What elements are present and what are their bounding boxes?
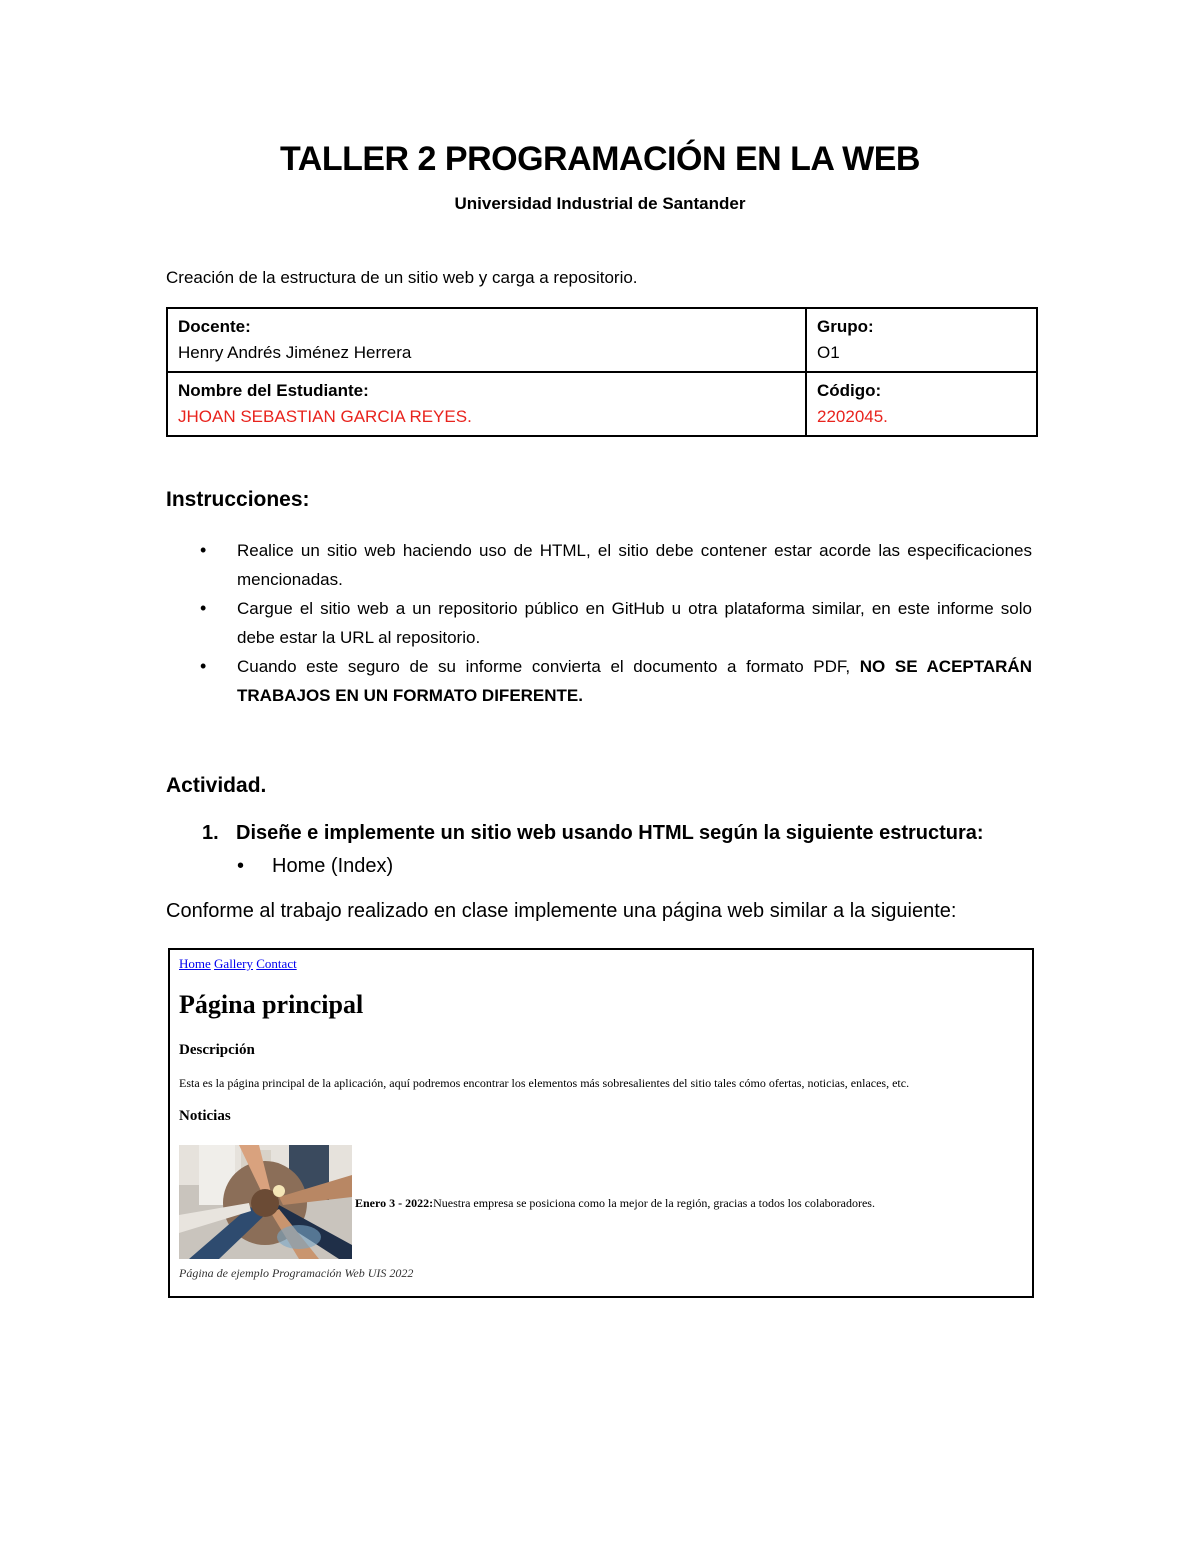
nav-link-gallery[interactable]: Gallery [214, 956, 254, 971]
example-news-text: Nuestra empresa se posiciona como la mejor de la región, gracias a todos los colaboradores. [433, 1196, 875, 1210]
instructions-heading: Instrucciones: [166, 488, 310, 511]
example-news-date: Enero 3 - 2022: [355, 1196, 434, 1210]
grupo-cell [806, 308, 1037, 372]
docente-value: Henry Andrés Jiménez Herrera [178, 343, 412, 362]
teamwork-hands-illustration [179, 1145, 352, 1259]
example-news-heading: Noticias [179, 1108, 231, 1124]
university-name: Universidad Industrial de Santander [454, 194, 746, 213]
intro-text: Creación de la estructura de un sitio web y carga a repositorio. [166, 268, 638, 287]
activity-item-number: 1. [202, 822, 219, 844]
docente-label: Docente: [178, 317, 251, 336]
instruction-item-text: Cuando este seguro de su informe convierta el documento a formato PDF, [237, 657, 860, 676]
activity-item-text: Diseñe e implemente un sitio web usando HTML según la siguiente estructura: [236, 822, 984, 844]
estudiante-label: Nombre del Estudiante: [178, 381, 369, 400]
activity-heading: Actividad. [166, 774, 267, 797]
instruction-warning: NO SE ACEPTARÁN TRABAJOS EN UN FORMATO DIFERENTE. [237, 657, 1032, 705]
teamwork-hands-image [179, 1145, 352, 1259]
info-table [166, 307, 1038, 437]
instruction-item: • Realice un sitio web haciendo uso de HTML, el sitio debe contener estar acorde las especificaciones mencionadas. [166, 536, 1032, 594]
bullet-icon: • [237, 855, 245, 877]
codigo-label: Código: [817, 381, 882, 400]
estudiante-cell [167, 372, 806, 436]
example-news-item [355, 1196, 875, 1211]
nav-link-home[interactable]: Home [179, 956, 211, 971]
docente-cell [167, 308, 806, 372]
estudiante-value: JHOAN SEBASTIAN GARCIA REYES. [178, 407, 472, 426]
activity-sub-item [237, 855, 393, 878]
grupo-value: O1 [817, 343, 840, 362]
example-desc-heading: Descripción [179, 1042, 255, 1058]
info-row-student [167, 372, 1037, 436]
conforme-text: Conforme al trabajo realizado en clase implemente una página web similar a la siguiente: [166, 900, 957, 922]
codigo-value: 2202045. [817, 407, 888, 426]
document-title: TALLER 2 PROGRAMACIÓN EN LA WEB [280, 140, 920, 178]
instructions-list [166, 536, 1032, 710]
instruction-item: • Cargue el sitio web a un repositorio público en GitHub u otra plataforma similar, en este informe solo debe estar la URL al repositorio. [166, 594, 1032, 652]
example-desc-text: Esta es la página principal de la aplicación, aquí podremos encontrar los elementos más sobresalientes del sitio tales cómo ofertas, noticias, enlaces, etc. [179, 1076, 910, 1090]
example-nav [179, 956, 297, 972]
info-row-teacher [167, 308, 1037, 372]
grupo-label: Grupo: [817, 317, 874, 336]
nav-link-contact[interactable]: Contact [256, 956, 297, 971]
activity-item [202, 822, 984, 845]
activity-sub-item-text: Home (Index) [272, 855, 394, 877]
example-page-title: Página principal [179, 990, 364, 1019]
example-page-screenshot [168, 948, 1034, 1298]
codigo-cell [806, 372, 1037, 436]
example-footer: Página de ejemplo Programación Web UIS 2022 [179, 1266, 414, 1280]
instruction-item [166, 652, 1032, 710]
